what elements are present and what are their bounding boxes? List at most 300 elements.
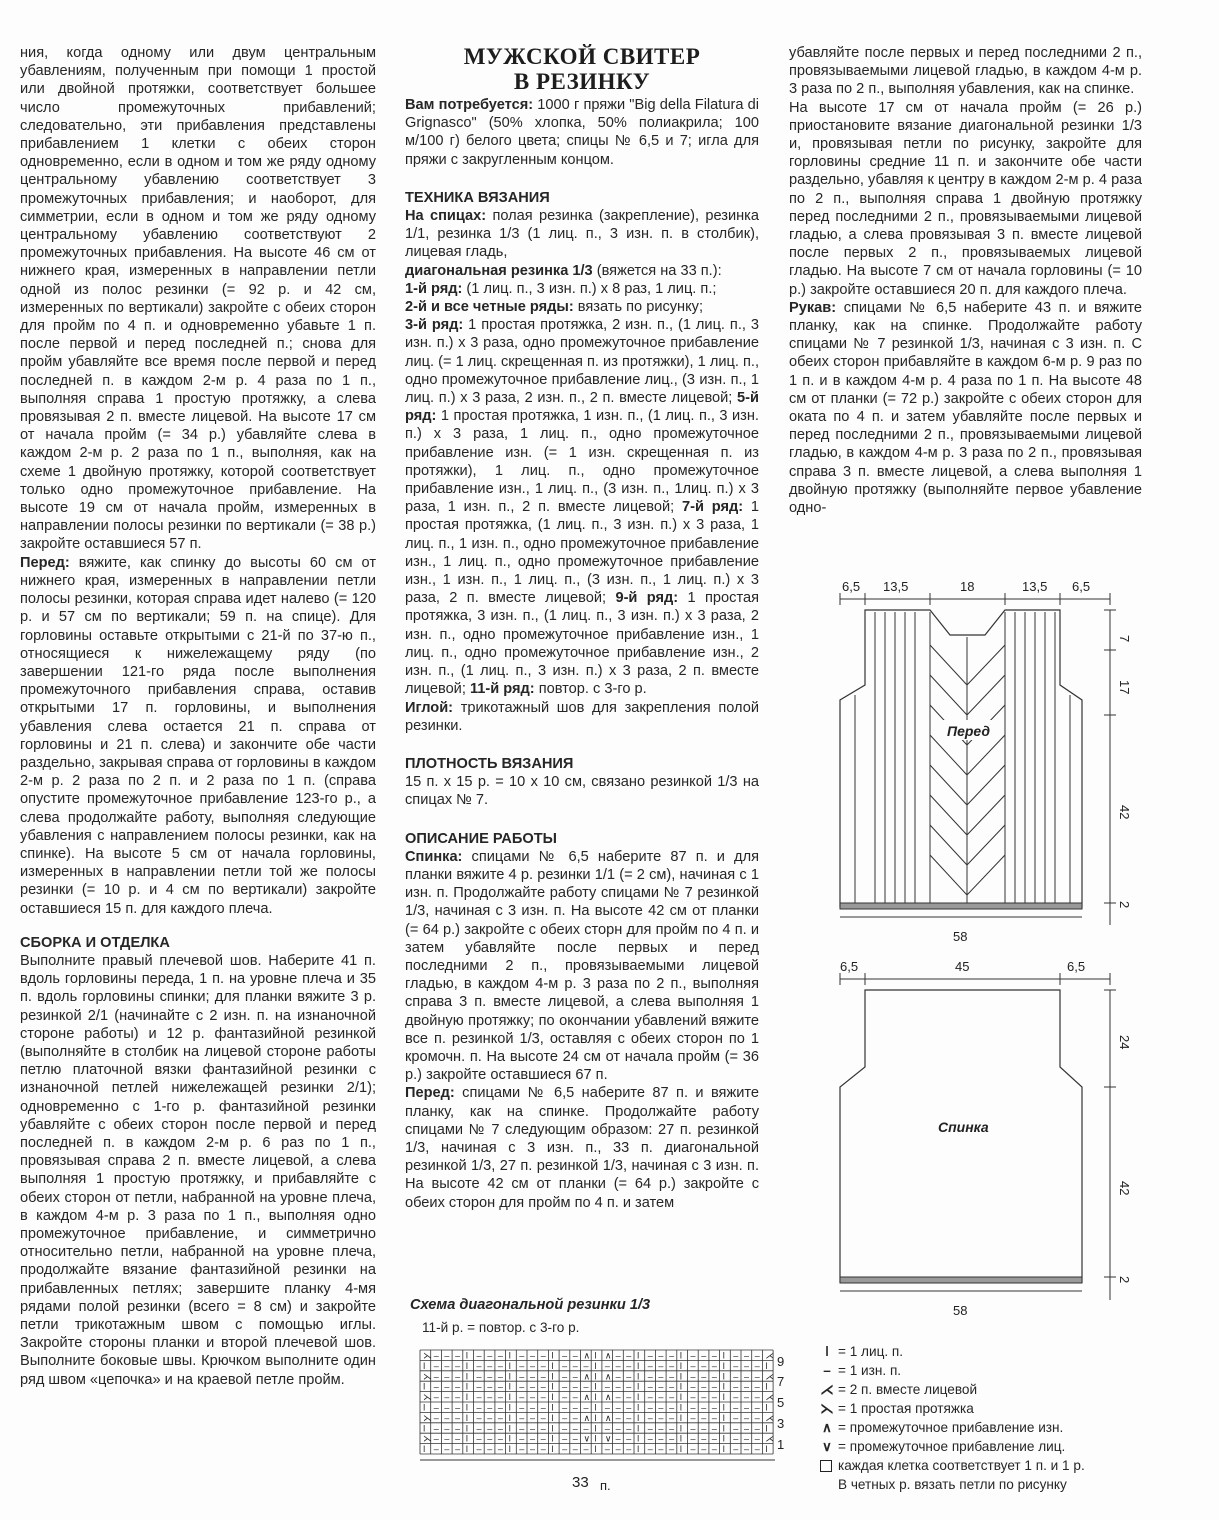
chart-stitch-symbol: – — [562, 1360, 568, 1371]
chart-stitch-symbol: – — [487, 1444, 493, 1455]
chart-stitch-symbol: ǀ — [508, 1433, 511, 1444]
chart-stitch-symbol: – — [433, 1360, 439, 1371]
column-left — [20, 44, 376, 1389]
chart-stitch-symbol: – — [604, 1402, 610, 1413]
paragraph-density: 15 п. х 15 р. = 10 х 10 см, связано резинкой 1/3 на спицах № 7. — [405, 774, 759, 809]
chart-stitch-symbol: ǀ — [722, 1423, 725, 1434]
chart-stitch-symbol: – — [562, 1444, 568, 1455]
chart-stitch-symbol: ∧ — [604, 1392, 612, 1403]
chart-stitch-symbol: – — [530, 1371, 536, 1382]
chart-stitch-symbol: ǀ — [508, 1412, 511, 1423]
chart-stitch-symbol: ǀ — [679, 1381, 683, 1392]
chart-stitch-symbol: – — [733, 1444, 739, 1455]
chart-stitch-symbol: ∧ — [604, 1412, 612, 1423]
chart-stitch-symbol: ǀ — [551, 1360, 554, 1371]
chart-stitch-symbol: – — [647, 1433, 653, 1444]
chart-stitch-symbol: – — [455, 1381, 461, 1392]
row11-text: повтор. с 3-го р. — [534, 681, 647, 698]
chart-stitch-symbol: – — [562, 1402, 568, 1413]
chart-stitch-symbol: – — [562, 1350, 568, 1361]
legend-text: = 2 п. вместе лицевой — [838, 1382, 978, 1397]
chart-stitch-symbol: ǀ — [465, 1392, 469, 1403]
chart-stitch-symbol: – — [530, 1381, 536, 1392]
chart-stitch-symbol: – — [604, 1444, 610, 1455]
chart-stitch-symbol: – — [583, 1402, 589, 1413]
row3-lead: 3-й ряд: — [405, 317, 464, 334]
chart-stitch-symbol: ǀ — [465, 1360, 469, 1371]
chart-stitch-symbol: – — [711, 1402, 717, 1413]
chart-stitch-symbol: ǀ — [594, 1381, 597, 1392]
heading-assembly: СБОРКА И ОТДЕЛКА — [20, 934, 170, 951]
chart-stitch-symbol: – — [744, 1371, 750, 1382]
sleeve-text: спицами № 6,5 наберите 43 п. и вяжите планку, как на спинке. Продолжайте работу спицами № 7 резинкой 1/3, начиная с 3 изн. п. С обеих сторон прибавляйте в каждом 6-м р. 9 раз по 1 п. и в каждом 4-м р. 4 раза по 1 п. На высоте 48 см от планки (= 72 р.) закройте с обеих сторон для оката по 4 п. и затем убавляйте после первых и перед последними 2 п., провязываемыми лицевой гладью, в каждом 4-м р. 3 раза по 2 п., провязывая справа 3 п. вместе лицевой, а слева выполняя 1 двойную протяжку (выполняйте первое убавление одно- — [789, 299, 1142, 517]
chart-stitch-symbol: – — [754, 1392, 760, 1403]
chart-stitch-symbol: ǀ — [508, 1371, 511, 1382]
chart-stitch-symbol: ǀ — [637, 1360, 640, 1371]
chart-stitch-symbol: – — [733, 1381, 739, 1392]
chart-stitch-symbol: – — [701, 1371, 707, 1382]
chart-stitch-symbol: – — [647, 1371, 653, 1382]
chart-stitch-symbol: – — [615, 1423, 621, 1434]
legend-text: = 1 простая протяжка — [838, 1401, 974, 1416]
chart-stitch-symbol: – — [583, 1360, 589, 1371]
chart-stitch-symbol: – — [669, 1371, 675, 1382]
chart-stitch-symbol: – — [744, 1423, 750, 1434]
front-label: Перед — [947, 723, 991, 739]
dim-top-4: 13,5 — [1022, 579, 1048, 594]
chart-stitch-symbol: – — [647, 1392, 653, 1403]
paragraph-diagonal — [405, 262, 759, 699]
chart-stitch-symbol: – — [455, 1423, 461, 1434]
chart-stitch-symbol: ǀ — [594, 1433, 597, 1444]
chart-stitch-symbol: ǀ — [679, 1360, 683, 1371]
chart-stitch-symbol: – — [572, 1360, 578, 1371]
chart-stitch-symbol: ǀ — [637, 1350, 640, 1361]
chart-stitch-symbol: – — [444, 1371, 450, 1382]
chart-stitch-symbol: ǀ — [637, 1381, 640, 1392]
chart-stitch-symbol: ǀ — [508, 1402, 511, 1413]
chart-stitch-symbol: – — [519, 1381, 525, 1392]
chart-stitch-symbol: – — [455, 1392, 461, 1403]
chart-stitch-symbol: ∧ — [583, 1350, 591, 1361]
materials-text: 1000 г пряжи "Big della Filatura di Grignasco" (50% хлопка, 50% полиакрила; 100 м/100 г) белого цвета; спицы № 6,5 и 7; игла для пряжи с закругленным концом. — [405, 97, 759, 168]
chart-stitch-symbol: – — [455, 1433, 461, 1444]
chart-stitch-symbol: – — [530, 1350, 536, 1361]
chart-stitch-symbol: ǀ — [551, 1433, 554, 1444]
chart-stitch-symbol: ⋋ — [423, 1371, 432, 1382]
chart-stitch-symbol: ǀ — [679, 1444, 683, 1455]
chart-stitch-symbol: – — [626, 1412, 632, 1423]
diagonal-text: (вяжется на 33 п.): — [592, 262, 722, 279]
chart-stitch-symbol: – — [744, 1360, 750, 1371]
chart-stitch-symbol: – — [519, 1444, 525, 1455]
dim-top-5: 6,5 — [1072, 579, 1091, 594]
chart-stitch-symbol: – — [444, 1350, 450, 1361]
chart-stitch-symbol: – — [476, 1402, 482, 1413]
chart-stitch-symbol: – — [562, 1381, 568, 1392]
chart-stitch-symbol: – — [744, 1392, 750, 1403]
legend-row-inc-purl — [816, 1418, 1156, 1437]
row-num-3: 3 — [777, 1416, 785, 1431]
back-dim-bottom: 58 — [953, 1303, 968, 1318]
chart-stitch-symbol: ǀ — [508, 1444, 511, 1455]
chart-stitch-symbol: ǀ — [765, 1360, 768, 1371]
chart-stitch-symbol: – — [572, 1423, 578, 1434]
chart-stitch-symbol: ǀ — [594, 1423, 597, 1434]
row-num-1: 1 — [777, 1437, 785, 1452]
chart-stitch-symbol: – — [744, 1381, 750, 1392]
chart-stitch-symbol: ǀ — [508, 1381, 511, 1392]
legend-row-k2tog — [816, 1380, 1156, 1399]
chart-stitch-symbol: – — [701, 1412, 707, 1423]
chart-stitch-symbol: ǀ — [594, 1392, 597, 1403]
chart-stitch-symbol: ǀ — [465, 1371, 469, 1382]
chart-stitch-symbol: – — [487, 1360, 493, 1371]
chart-stitch-symbol: – — [744, 1350, 750, 1361]
column-right — [789, 44, 1142, 517]
chart-stitch-symbol: – — [433, 1371, 439, 1382]
chart-stitch-symbol: ǀ — [551, 1412, 554, 1423]
legend — [816, 1342, 1156, 1494]
chart-stitch-symbol: – — [711, 1444, 717, 1455]
chart-stitch-symbol: – — [562, 1423, 568, 1434]
dim-bottom: 58 — [953, 929, 968, 944]
chart-stitch-symbol: – — [433, 1412, 439, 1423]
legend-text: = промежуточное прибавление лиц. — [838, 1439, 1066, 1454]
chart-stitch-symbol: – — [433, 1381, 439, 1392]
technique-text: полая резинка (закрепление), резинка 1/1, резинка 1/3 (1 лиц. п., 3 изн. п. в столбик), лицевая гладь, — [405, 208, 759, 261]
chart-stitch-symbol: – — [572, 1381, 578, 1392]
chart-stitch-symbol: – — [433, 1423, 439, 1434]
chart-stitch-symbol: – — [690, 1350, 696, 1361]
chart-stitch-symbol: ǀ — [551, 1381, 554, 1392]
chart-stitch-symbol: ∧ — [583, 1392, 591, 1403]
legend-row-inc-knit — [816, 1437, 1156, 1456]
chart-stitch-symbol: – — [583, 1381, 589, 1392]
paragraph-materials — [405, 96, 759, 169]
back-pattern-diagram — [820, 955, 1150, 1325]
chart-stitch-symbol: ǀ — [465, 1444, 469, 1455]
legend-row-ssk — [816, 1399, 1156, 1418]
technique-lead: На спицах: — [405, 208, 487, 225]
chart-stitch-symbol: – — [497, 1350, 503, 1361]
k2tog-icon: ⋌ — [820, 1382, 834, 1397]
chart-stitch-symbol: ∨ — [604, 1433, 612, 1444]
chart-stitch-symbol: – — [604, 1423, 610, 1434]
chart-stitch-symbol: ǀ — [765, 1402, 768, 1413]
chart-stitch-symbol: – — [497, 1392, 503, 1403]
chart-stitch-symbol: ǀ — [594, 1350, 597, 1361]
chart-stitch-symbol: – — [519, 1433, 525, 1444]
chart-stitch-symbol: – — [604, 1381, 610, 1392]
chart-stitch-symbol: – — [690, 1444, 696, 1455]
chart-stitch-symbol: ∧ — [604, 1371, 612, 1382]
chart-stitch-symbol: – — [615, 1350, 621, 1361]
chart-stitch-symbol: ǀ — [551, 1392, 554, 1403]
chart-stitch-symbol: – — [647, 1444, 653, 1455]
legend-row-purl — [816, 1361, 1156, 1380]
chart-stitch-symbol: ǀ — [722, 1412, 725, 1423]
dim-right-1: 7 — [1117, 635, 1132, 643]
row2-text: вязать по рисунку; — [573, 299, 704, 316]
row11-lead: 11-й ряд: — [469, 681, 535, 698]
chart-stitch-symbol: – — [572, 1433, 578, 1444]
legend-text: = 1 изн. п. — [838, 1363, 902, 1378]
chart-stitch-symbol: ǀ — [722, 1433, 725, 1444]
chart-stitch-symbol: – — [647, 1350, 653, 1361]
chart-stitch-symbol: – — [690, 1433, 696, 1444]
chart-stitch-symbol: – — [497, 1412, 503, 1423]
chart-stitch-symbol: – — [540, 1444, 546, 1455]
chart-stitch-symbol: ǀ — [679, 1392, 683, 1403]
chart-stitch-symbol: – — [626, 1392, 632, 1403]
row1-lead: 1-й ряд: — [405, 280, 463, 297]
chart-stitch-symbol: ⋋ — [423, 1412, 432, 1423]
paragraph-assembly: Выполните правый плечевой шов. Наберите 41 п. вдоль горловины переда, 1 п. на уровне плеча и 35 п. вдоль горловины спинки; для планки вяжите 3 р. резинкой 2/1 (начинайте с 2 изн. п. на изнаночной стороне работы) и 12 р. фантазийной резинкой (выполняйте в столбик на лицевой стороне работы петлю платочной вязки фантазийной резинки с изнаночной петлей нижележащей резинки 2/1); одновременно с 1-го р. фантазийной резинки убавляйте с обеих сторон после первой и перед последней п. в каждом 2-м р. 6 раз по 1 п., провязывая справа 2 п. вместе лицевой, а слева выполняя 1 простую протяжку, и прибавляйте с обеих сторон от петли, набранной на уровне плеча, в каждом 4-м р. 3 раза по 1 п., выполняя одно промежуточное прибавление, и симметрично относительно петли, набранной на уровне плеча, продолжайте вязание фантазийной резинки на прибавленных петлях; завершите планку 4-мя рядами полой резинки (всего = 8 см) и закройте петли трикотажным швом с помощью иглы. Закройте стороны планки и второй плечевой шов. Выполните боковые швы. Крючком выполните один ряд швом «цепочка» и на краевой петле пройм. — [20, 952, 376, 1388]
chart-stitch-symbol: ǀ — [594, 1371, 597, 1382]
chart-stitch-symbol: – — [540, 1360, 546, 1371]
back-lead: Спинка: — [405, 848, 463, 865]
chart-stitch-symbol: – — [433, 1392, 439, 1403]
chart-stitch-symbol: ǀ — [765, 1423, 768, 1434]
chart-stitch-symbol: – — [615, 1412, 621, 1423]
chart-stitch-symbol: – — [487, 1433, 493, 1444]
chart-stitch-symbol: – — [701, 1444, 707, 1455]
chart-stitch-symbol: – — [669, 1433, 675, 1444]
chart-stitch-symbol: – — [701, 1433, 707, 1444]
chart-stitch-symbol: – — [530, 1392, 536, 1403]
chart-stitch-symbol: – — [530, 1360, 536, 1371]
chart-stitch-symbol: ǀ — [637, 1444, 640, 1455]
chart-stitch-symbol: – — [711, 1412, 717, 1423]
legend-text: каждая клетка соответствует 1 п. и 1 р. — [838, 1458, 1085, 1473]
chart-stitch-symbol: – — [433, 1350, 439, 1361]
chart-stitch-symbol: – — [519, 1412, 525, 1423]
article-title — [405, 44, 759, 94]
chart-stitch-symbol: – — [744, 1444, 750, 1455]
chart-stitch-symbol: – — [572, 1371, 578, 1382]
dim-top-2: 13,5 — [883, 579, 909, 594]
chart-stitch-symbol: – — [658, 1371, 664, 1382]
chart-stitch-symbol: ǀ — [679, 1371, 683, 1382]
chart-stitch-symbol: – — [562, 1392, 568, 1403]
chart-stitch-symbol: – — [754, 1444, 760, 1455]
chart-stitch-symbol: ǀ — [551, 1423, 554, 1434]
chart-stitch-symbol: ǀ — [551, 1371, 554, 1382]
back-dim-top-3: 6,5 — [1067, 959, 1086, 974]
chart-stitch-symbol: – — [444, 1392, 450, 1403]
chart-stitch-symbol: – — [669, 1360, 675, 1371]
chart-stitch-symbol: – — [754, 1360, 760, 1371]
chart-stitch-symbol: ǀ — [594, 1402, 597, 1413]
chart-stitch-symbol: ⋌ — [765, 1371, 775, 1382]
chart-stitch-symbol: – — [540, 1371, 546, 1382]
chart-stitch-symbol: – — [733, 1360, 739, 1371]
materials-lead: Вам потребуется: — [405, 97, 534, 113]
chart-stitch-symbol: – — [476, 1381, 482, 1392]
chart-stitch-symbol: ∧ — [604, 1350, 612, 1361]
chart-stitch-symbol: – — [690, 1402, 696, 1413]
back-dim-top-2: 45 — [955, 959, 970, 974]
chart-stitch-symbol: – — [626, 1444, 632, 1455]
chart-stitch-symbol: – — [658, 1433, 664, 1444]
paragraph-back-continued: ния, когда одному или двум центральным убавлениям, полученным при помощи 1 простой или двойной протяжки, соответствует большее число промежуточных прибавлений; следовательно, эти прибавления представлены прибавлением 1 клетки с обеих сторон одновременно, если в одном и том же ряду одному центральному убавлению соответствует 3 промежуточных прибавления; и наоборот, для симметрии, если в одном и том же ряду одному центральному убавлению соответствуют 2 промежуточных прибавления. На высоте 46 см от нижнего края, измеренных в направлении петли одной из полос резинки (= 92 р. и 42 см, измеренных по вертикали) закройте с обеих сторон для пройм по 4 п. и одновременно убавьте 1 п. после первой и перед последней п.; снова для пройм убавляйте все время после первой и перед последней п. в каждом 2-м р. 4 раза по 1 п., выполняя справа 1 простую протяжку, а слева провязывая 2 п. вместе лицевой. На высоте 17 см от начала пройм (= 34 р.) убавляйте слева в каждом 2-м р. 2 раза по 1 п., выполняя, как на схеме 1 двойную протяжку, которой соответствует только одно промежуточное прибавление. На высоте 19 см от начала пройм, измеренных в направлении полосы резинки по вертикали (= 38 р.) закройте оставшиеся 57 п. — [20, 45, 376, 553]
paragraph-front — [20, 554, 376, 918]
chart-stitch-symbol: – — [711, 1433, 717, 1444]
chart-stitch-symbol: – — [626, 1350, 632, 1361]
chart-stitch-symbol: ǀ — [465, 1412, 469, 1423]
chart-stitch-symbol: – — [497, 1381, 503, 1392]
chart-stitch-symbol: – — [754, 1423, 760, 1434]
chart-stitch-symbol: – — [572, 1444, 578, 1455]
dim-top-1: 6,5 — [842, 579, 861, 594]
chart-stitch-symbol: – — [497, 1433, 503, 1444]
chart-stitch-symbol: – — [690, 1371, 696, 1382]
chart-stitch-symbol: ⋌ — [765, 1392, 775, 1403]
chart-stitch-symbol: – — [455, 1360, 461, 1371]
purl-icon: – — [823, 1363, 831, 1378]
chart-stitch-symbol: – — [476, 1392, 482, 1403]
chart-stitch-symbol: – — [562, 1412, 568, 1423]
chart-stitch-symbol: ǀ — [679, 1412, 683, 1423]
chart-stitch-symbol: – — [626, 1360, 632, 1371]
dim-right-2: 17 — [1117, 680, 1132, 695]
chart-stitch-symbol: – — [733, 1392, 739, 1403]
chart-stitch-symbol: – — [540, 1392, 546, 1403]
chart-stitch-symbol: – — [733, 1350, 739, 1361]
chart-stitch-symbol: – — [615, 1402, 621, 1413]
chart-stitch-symbol: – — [733, 1433, 739, 1444]
chart-stitch-symbol: – — [530, 1433, 536, 1444]
row1-text: (1 лиц. п., 3 изн. п.) х 8 раз, 1 лиц. п.; — [462, 280, 717, 297]
row-num-5: 5 — [777, 1395, 785, 1410]
chart-stitch-symbol: – — [615, 1371, 621, 1382]
chart-stitch-symbol: – — [444, 1423, 450, 1434]
chart-stitch-symbol: – — [711, 1350, 717, 1361]
chart-stitch-symbol: – — [487, 1350, 493, 1361]
chart-stitch-symbol: ǀ — [465, 1381, 469, 1392]
front-pattern-diagram — [820, 575, 1150, 950]
chart-stitch-symbol: – — [444, 1360, 450, 1371]
chart-stitch-symbol: – — [711, 1392, 717, 1403]
chart-stitch-symbol: – — [647, 1402, 653, 1413]
chart-stitch-symbol: – — [433, 1444, 439, 1455]
row5-lead: 5-й ряд: — [405, 390, 759, 425]
chart-stitch-symbol: ⋌ — [765, 1412, 775, 1423]
chart-stitch-symbol: ǀ — [423, 1381, 426, 1392]
schema-subtitle: 11-й р. = повтор. с 3-го р. — [422, 1320, 580, 1335]
chart-stitch-symbol: – — [701, 1402, 707, 1413]
chart-stitch-symbol: – — [658, 1444, 664, 1455]
chart-stitch-symbol: ⋋ — [423, 1350, 432, 1361]
row7-lead: 7-й ряд: — [681, 499, 744, 516]
chart-stitch-symbol: ǀ — [637, 1402, 640, 1413]
knit-icon: ǀ — [825, 1344, 829, 1359]
back-label: Спинка — [938, 1119, 989, 1135]
chart-stitch-symbol: – — [733, 1402, 739, 1413]
chart-stitch-symbol: – — [658, 1423, 664, 1434]
chart-stitch-symbol: – — [455, 1371, 461, 1382]
row-num-7: 7 — [777, 1374, 785, 1389]
chart-stitch-symbol: – — [615, 1444, 621, 1455]
dim-top-3: 18 — [960, 579, 975, 594]
chart-stitch-symbol: – — [540, 1412, 546, 1423]
chart-stitch-symbol: ǀ — [637, 1423, 640, 1434]
chart-stitch-symbol: – — [711, 1360, 717, 1371]
chart-stitch-symbol: – — [647, 1412, 653, 1423]
chart-stitch-symbol: ǀ — [722, 1381, 725, 1392]
chart-stitch-symbol: ǀ — [722, 1360, 725, 1371]
chart-stitch-symbol: – — [476, 1423, 482, 1434]
chart-stitch-symbol: – — [444, 1402, 450, 1413]
increase-knit-icon: ∨ — [822, 1439, 832, 1454]
chart-stitch-symbol: ǀ — [551, 1350, 554, 1361]
chart-stitch-symbol: – — [615, 1392, 621, 1403]
paragraph-front-work — [405, 1084, 759, 1211]
chart-stitch-symbol: ǀ — [722, 1350, 725, 1361]
back-text: спицами № 6,5 наберите 87 п. и для планки вяжите 4 р. резинки 1/1 (= 2 см), начиная с 1 изн. п. Продолжайте работу спицами № 7 резинкой 1/3, начиная с 3 изн. п. На высоте 42 см от планки (= 64 р.) закройте с обеих сторн для пройм по 4 п. и затем убавляйте после первых и перед последними 2 п., провязываемыми лицевой гладью, в каждом 4-м р. 3 раза по 2 п., выполняя справа 3 п. вместе лицевой, а слева выполняя 1 двойную протяжку; по окончании убавлений вяжите все п. резинкой 1/3, оставляя с обеих сторон по 1 кромочн. п. На высоте 24 см от начала пройм (= 36 р.) закройте оставшиеся 67 п. — [405, 848, 759, 1084]
chart-stitch-symbol: – — [497, 1402, 503, 1413]
row9-text: 1 простая протяжка, 3 изн. п., (1 лиц. п., 3 изн. п.) х 3 раза, 2 изн. п., одно промежуточное прибавление изн., 1 лиц. п., одно промежуточное прибавление изн., 2 изн. п., (1 лиц. п., 3 изн. п.) х 3 раза, 2 п. вместе лицевой; — [405, 590, 759, 698]
chart-stitch-symbol: – — [690, 1360, 696, 1371]
schema-width-label: 33 — [572, 1474, 589, 1491]
chart-stitch-symbol: – — [701, 1392, 707, 1403]
legend-row-knit — [816, 1342, 1156, 1361]
chart-stitch-symbol: ǀ — [679, 1423, 683, 1434]
chart-stitch-symbol: ǀ — [722, 1444, 725, 1455]
chart-stitch-symbol: – — [530, 1412, 536, 1423]
back-dim-right-3: 2 — [1117, 1276, 1132, 1284]
paragraph-back — [405, 848, 759, 1085]
chart-stitch-symbol: – — [754, 1371, 760, 1382]
chart-stitch-symbol: – — [744, 1412, 750, 1423]
chart-stitch-symbol: ǀ — [423, 1444, 426, 1455]
chart-stitch-symbol: ǀ — [637, 1392, 640, 1403]
schema-title: Схема диагональной резинки 1/3 — [410, 1297, 651, 1313]
chart-stitch-symbol: – — [476, 1350, 482, 1361]
heading-technique: ТЕХНИКА ВЯЗАНИЯ — [405, 189, 550, 206]
paragraph-neckline: На высоте 17 см от начала пройм (= 26 р.) приостановите вязание диагональной резинки 1/3 и, провязывая петли по рисунку, закройте для горловины средние 11 п. и закончите обе части раздельно, убавляя к центру в каждом 2-м р. 4 раза по 2 п., выполняя справа 1 двойную протяжку перед последними 2 п., провязываемыми лицевой гладью, а слева провязывая 3 п. вместе лицевой после первых 2 п., провязываемых лицевой гладью. На высоте 7 см от начала горловины (= 10 р.) закройте оставшиеся 20 п. для каждого плеча. — [789, 99, 1142, 298]
chart-stitch-symbol: – — [690, 1392, 696, 1403]
grid-cell-icon — [820, 1460, 832, 1472]
row7-text: 1 простая протяжка, (1 лиц. п., 3 изн. п.) х 3 раза, 1 лиц. п., 1 изн. п., одно промежуточное прибавление изн., 1 лиц. п., одно промежуточное прибавление изн., 1 изн. п., 1 лиц. п., (3 изн. п., 1 лиц. п.) х 3 раза, 2 п. вместе лицевой; — [405, 499, 759, 607]
chart-stitch-symbol: ǀ — [637, 1412, 640, 1423]
chart-stitch-symbol: – — [701, 1381, 707, 1392]
chart-stitch-symbol: ǀ — [465, 1350, 469, 1361]
heading-work: ОПИСАНИЕ РАБОТЫ — [405, 830, 557, 847]
chart-stitch-symbol: – — [487, 1371, 493, 1382]
chart-stitch-symbol: ǀ — [637, 1371, 640, 1382]
title-line-2: В РЕЗИНКУ — [513, 69, 651, 94]
chart-stitch-symbol: – — [754, 1433, 760, 1444]
back-dim-right-1: 24 — [1117, 1035, 1132, 1050]
chart-stitch-symbol: – — [733, 1423, 739, 1434]
chart-stitch-symbol: ǀ — [679, 1402, 683, 1413]
chart-stitch-symbol: – — [744, 1402, 750, 1413]
chart-stitch-symbol: – — [519, 1402, 525, 1413]
chart-stitch-symbol: – — [433, 1433, 439, 1444]
chart-stitch-symbol: – — [744, 1433, 750, 1444]
chart-stitch-symbol: – — [519, 1392, 525, 1403]
chart-stitch-symbol: – — [604, 1360, 610, 1371]
chart-stitch-symbol: – — [572, 1392, 578, 1403]
paragraph-sleeve — [789, 299, 1142, 517]
chart-stitch-symbol: ǀ — [765, 1381, 768, 1392]
chart-stitch-symbol: – — [669, 1350, 675, 1361]
chart-stitch-symbol: – — [669, 1412, 675, 1423]
chart-stitch-symbol: ǀ — [594, 1444, 597, 1455]
chart-stitch-symbol: ǀ — [423, 1423, 426, 1434]
